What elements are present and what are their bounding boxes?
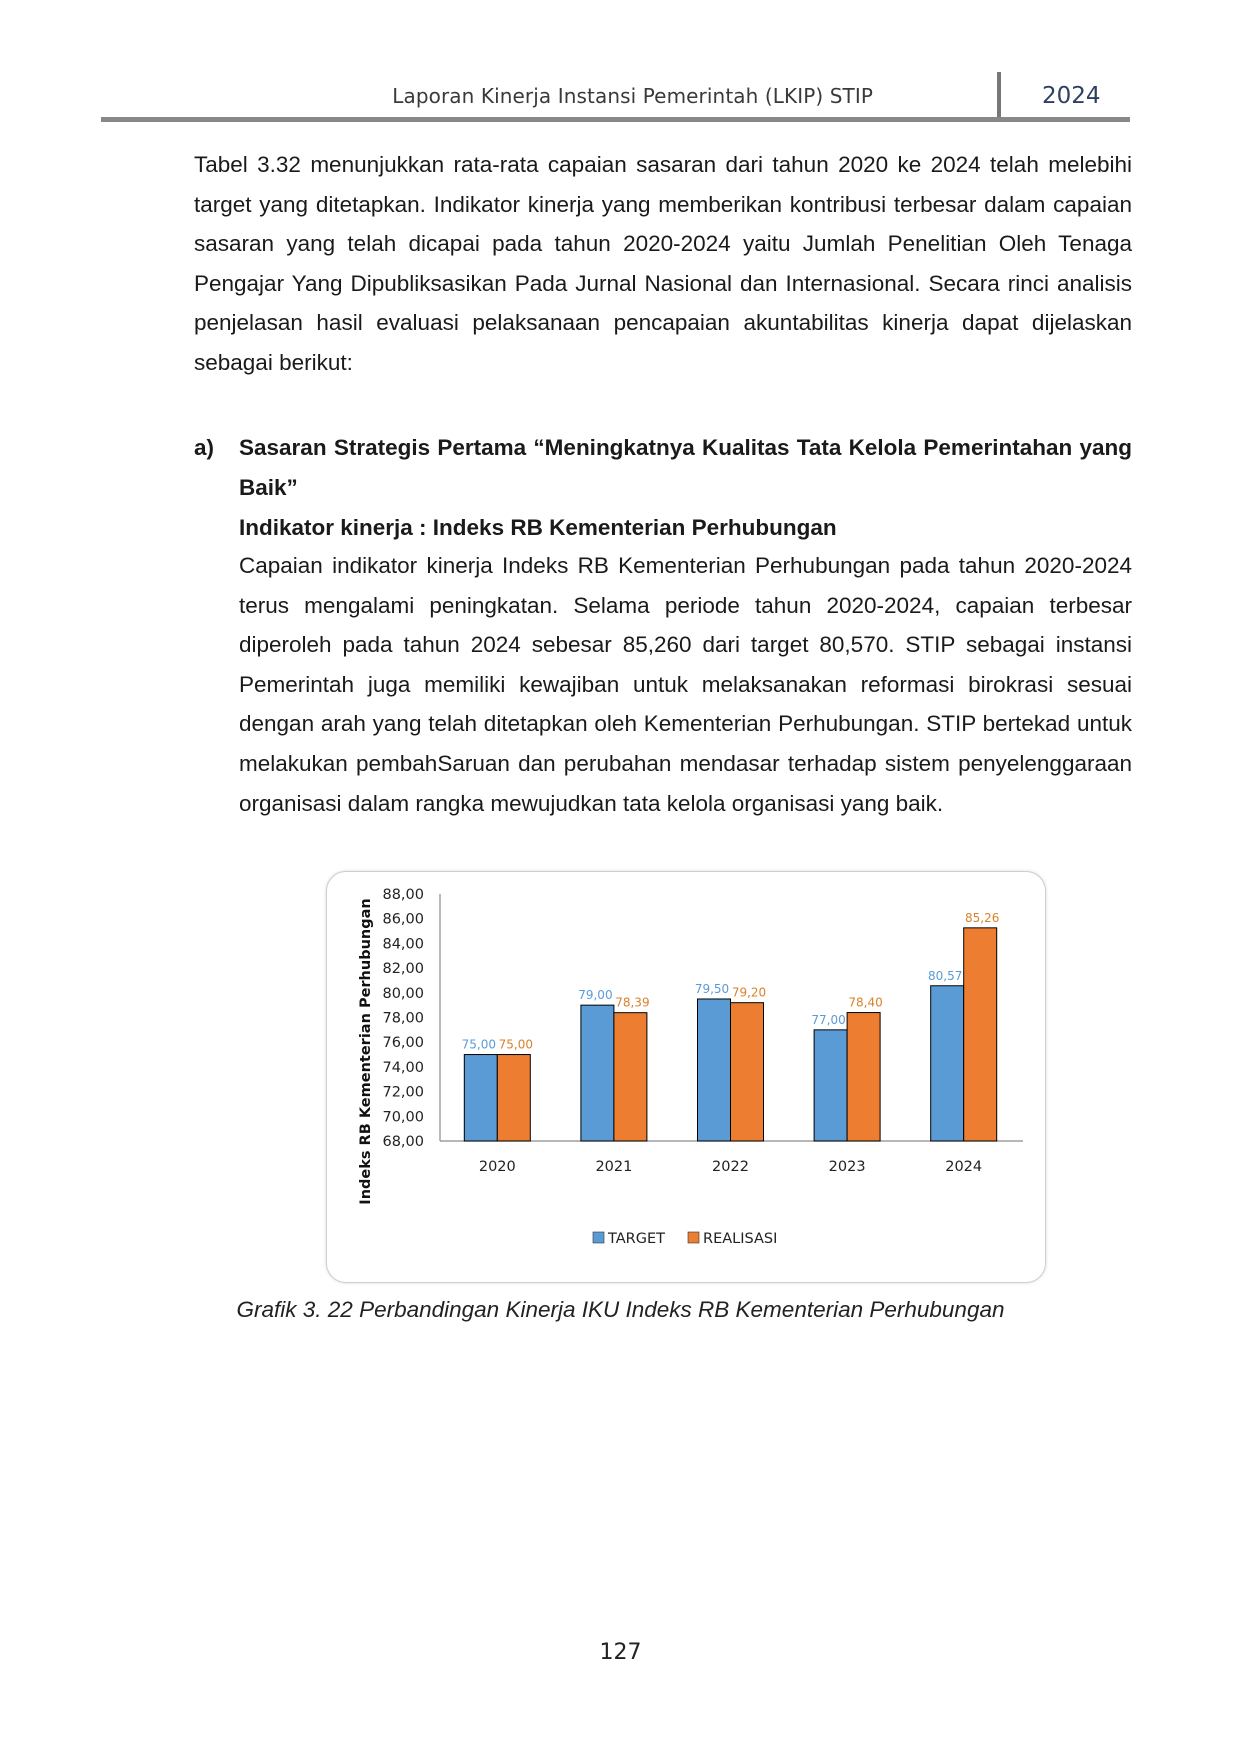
data-label-target-2022: 79,50: [694, 981, 730, 996]
page-number: 127: [599, 1640, 642, 1665]
x-tick-label: 2024: [945, 1159, 983, 1175]
y-tick-label: 84,00: [382, 936, 424, 953]
header-rule: [101, 117, 1130, 122]
header-year: 2024: [1042, 83, 1101, 109]
y-tick-label: 82,00: [382, 961, 424, 978]
bar-realisasi-2020: [497, 1055, 530, 1141]
legend-label-target: TARGET: [608, 1231, 665, 1247]
bar-target-2020: [464, 1055, 497, 1141]
data-label-realisasi-2022: 79,20: [731, 985, 767, 1000]
y-tick-label: 86,00: [382, 911, 424, 928]
legend-swatch-realisasi: [688, 1232, 699, 1243]
y-tick-label: 68,00: [382, 1134, 424, 1150]
legend-swatch-target: [593, 1232, 604, 1243]
bar-realisasi-2024: [964, 928, 997, 1141]
intro-paragraph: Tabel 3.32 menunjukkan rata-rata capaian sasaran dari tahun 2020 ke 2024 telah melebihi target yang ditetapkan. Indikator kinerja yang memberikan kontribusi terbesar dalam capaian sasaran yang telah dicapai pada tahun 2020-2024 yaitu Jumlah Penelitian Oleh Tenaga Pengajar Yang Dipubliksasikan Pada Jurnal Nasional dan Internasional. Secara rinci analisis penjelasan hasil evaluasi pelaksanaan pencapaian akuntabilitas kinerja dapat dijelaskan sebagai berikut:: [194, 152, 1132, 375]
data-label-realisasi-2024: 85,26: [965, 910, 1000, 925]
section-title: Sasaran Strategis Pertama “Meningkatnya Kualitas Tata Kelola Pemerintahan yang Baik”: [239, 435, 1132, 500]
y-axis-label: Indeks RB Kementerian Perhubungan: [358, 898, 374, 1205]
data-label-realisasi-2023: 78,40: [848, 995, 883, 1010]
x-tick-label: 2022: [712, 1159, 749, 1175]
data-label-target-2020: 75,00: [461, 1037, 496, 1052]
bar-target-2022: [698, 999, 731, 1141]
x-tick-label: 2021: [595, 1159, 633, 1175]
bar-realisasi-2022: [731, 1003, 764, 1141]
section-marker: a): [194, 435, 215, 460]
bar-chart: [327, 872, 1045, 1282]
section-body: Capaian indikator kinerja Indeks RB Kementerian Perhubungan pada tahun 2020-2024 terus mengalami peningkatan. Selama periode tahun 2020-2024, capaian terbesar diperoleh pada tahun 2024 sebesar 85,260 dari target 80,570. STIP sebagai instansi Pemerintah juga memiliki kewajiban untuk melaksanakan reformasi birokrasi sesuai dengan arah yang telah ditetapkan oleh Kementerian Perhubungan. STIP bertekad untuk melakukan pembahSaruan dan perubahan mendasar terhadap sistem penyelenggaraan organisasi dalam rangka mewujudkan tata kelola organisasi yang baik.: [239, 553, 1132, 816]
data-label-realisasi-2020: 75,00: [498, 1037, 533, 1052]
indicator-heading: Indikator kinerja : Indeks RB Kementerian Perhubungan: [239, 515, 837, 540]
data-label-target-2023: 77,00: [811, 1012, 846, 1027]
y-tick-label: 70,00: [382, 1109, 424, 1126]
legend-label-realisasi: REALISASI: [703, 1231, 778, 1247]
x-tick-label: 2020: [478, 1159, 516, 1175]
header-separator: [997, 72, 1001, 120]
y-tick-label: 80,00: [382, 985, 424, 1002]
y-tick-label: 76,00: [382, 1035, 424, 1052]
y-tick-label: 78,00: [382, 1010, 424, 1027]
bar-target-2021: [581, 1005, 614, 1141]
bar-realisasi-2021: [614, 1013, 647, 1141]
data-label-target-2024: 80,57: [928, 968, 963, 983]
bar-realisasi-2023: [847, 1013, 880, 1141]
data-label-realisasi-2021: 78,39: [615, 995, 650, 1010]
x-tick-label: 2023: [828, 1159, 866, 1175]
chart-container: [326, 871, 1046, 1283]
bar-target-2023: [814, 1030, 847, 1141]
data-label-target-2021: 79,00: [578, 988, 613, 1003]
figure-caption: Grafik 3. 22 Perbandingan Kinerja IKU Indeks RB Kementerian Perhubungan: [236, 1297, 1005, 1322]
y-tick-label: 88,00: [382, 887, 424, 903]
header-title: Laporan Kinerja Instansi Pemerintah (LKIP) STIP: [392, 84, 873, 108]
bar-target-2024: [931, 986, 964, 1141]
y-tick-label: 74,00: [382, 1059, 424, 1076]
y-tick-label: 72,00: [382, 1084, 424, 1101]
